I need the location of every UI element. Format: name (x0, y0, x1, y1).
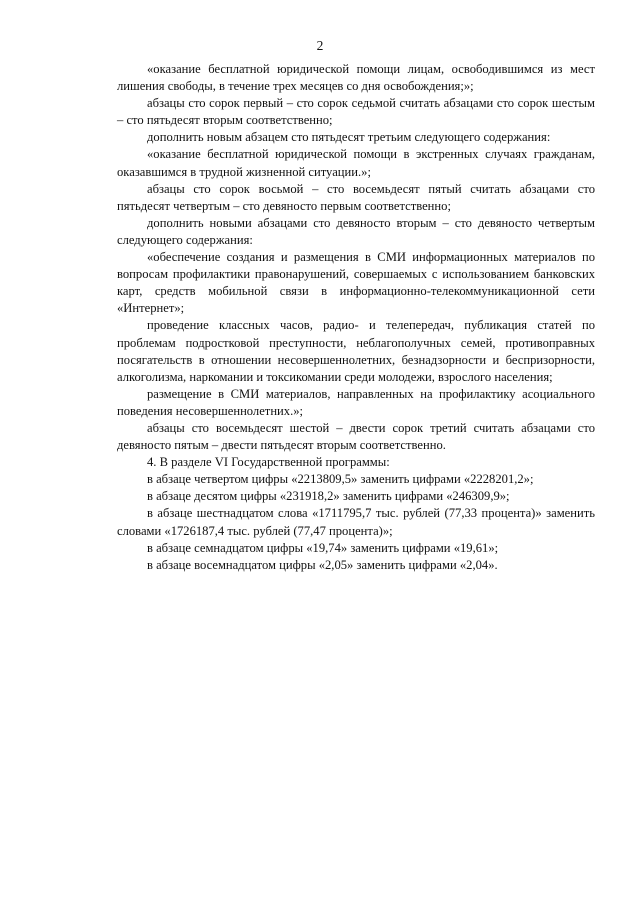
paragraph-media-prevention: размещение в СМИ материалов, направленных на профилактику асоциального поведения несовершеннолетних.»; (117, 386, 595, 418)
paragraph-section-vi-18: в абзаце восемнадцатом цифры «2,05» заменить цифрами «2,04». (147, 557, 498, 572)
paragraph-section-vi-4: в абзаце четвертом цифры «2213809,5» заменить цифрами «2228201,2»; (147, 472, 534, 487)
paragraph-section-vi-10: в абзаце десятом цифры «231918,2» заменить цифрами «246309,9»; (147, 489, 510, 504)
section-heading-vi: 4. В разделе VI Государственной программы: (147, 455, 390, 470)
paragraph-renumber-148-185: абзацы сто сорок восьмой – сто восемьдесят пятый считать абзацами сто пятьдесят четвертым – сто девяносто первым соответственно; (117, 181, 595, 213)
page-number: 2 (316, 38, 324, 53)
paragraph-media-materials: «обеспечение создания и размещения в СМИ информационных материалов по вопросам профилактики правонарушений, совершаемых с использованием банковских карт, средств мобильной связи в информационно-телекоммуникационной сети «Интернет»; (117, 250, 595, 316)
paragraph-free-legal-aid-released: «оказание бесплатной юридической помощи лицам, освободившимся из мест лишения свободы, в течение трех месяцев со дня освобождения;»; (117, 62, 595, 94)
document-body (117, 61, 595, 574)
paragraph-section-vi-16: в абзаце шестнадцатом слова «1711795,7 тыс. рублей (77,33 процента)» заменить словами «1726187,4 тыс. рублей (77,47 процента)»; (117, 506, 595, 538)
paragraph-add-192-194: дополнить новыми абзацами сто девяносто вторым – сто девяносто четвертым следующего содержания: (117, 215, 595, 247)
paragraph-section-vi-17: в абзаце семнадцатом цифры «19,74» заменить цифрами «19,61»; (147, 540, 499, 555)
paragraph-free-legal-aid-emergency: «оказание бесплатной юридической помощи в экстренных случаях гражданам, оказавшимся в трудной жизненной ситуации.»; (117, 147, 595, 179)
paragraph-class-hours: проведение классных часов, радио- и телепередач, публикация статей по проблемам подростковой преступности, неблагополучных семей, противоправных посягательств в отношении несовершеннолетних, безнадзорности и беспризорности, алкоголизма, наркомании и токсикомании среди молодежи, взрослого населения; (117, 318, 595, 384)
paragraph-add-153: дополнить новым абзацем сто пятьдесят третьим следующего содержания: (147, 130, 551, 145)
paragraph-renumber-186-243: абзацы сто восемьдесят шестой – двести сорок третий считать абзацами сто девяносто пятым – двести пятьдесят вторым соответственно. (117, 420, 595, 453)
paragraph-renumber-141-147: абзацы сто сорок первый – сто сорок седьмой считать абзацами сто сорок шестым – сто пятьдесят вторым соответственно; (117, 96, 595, 128)
